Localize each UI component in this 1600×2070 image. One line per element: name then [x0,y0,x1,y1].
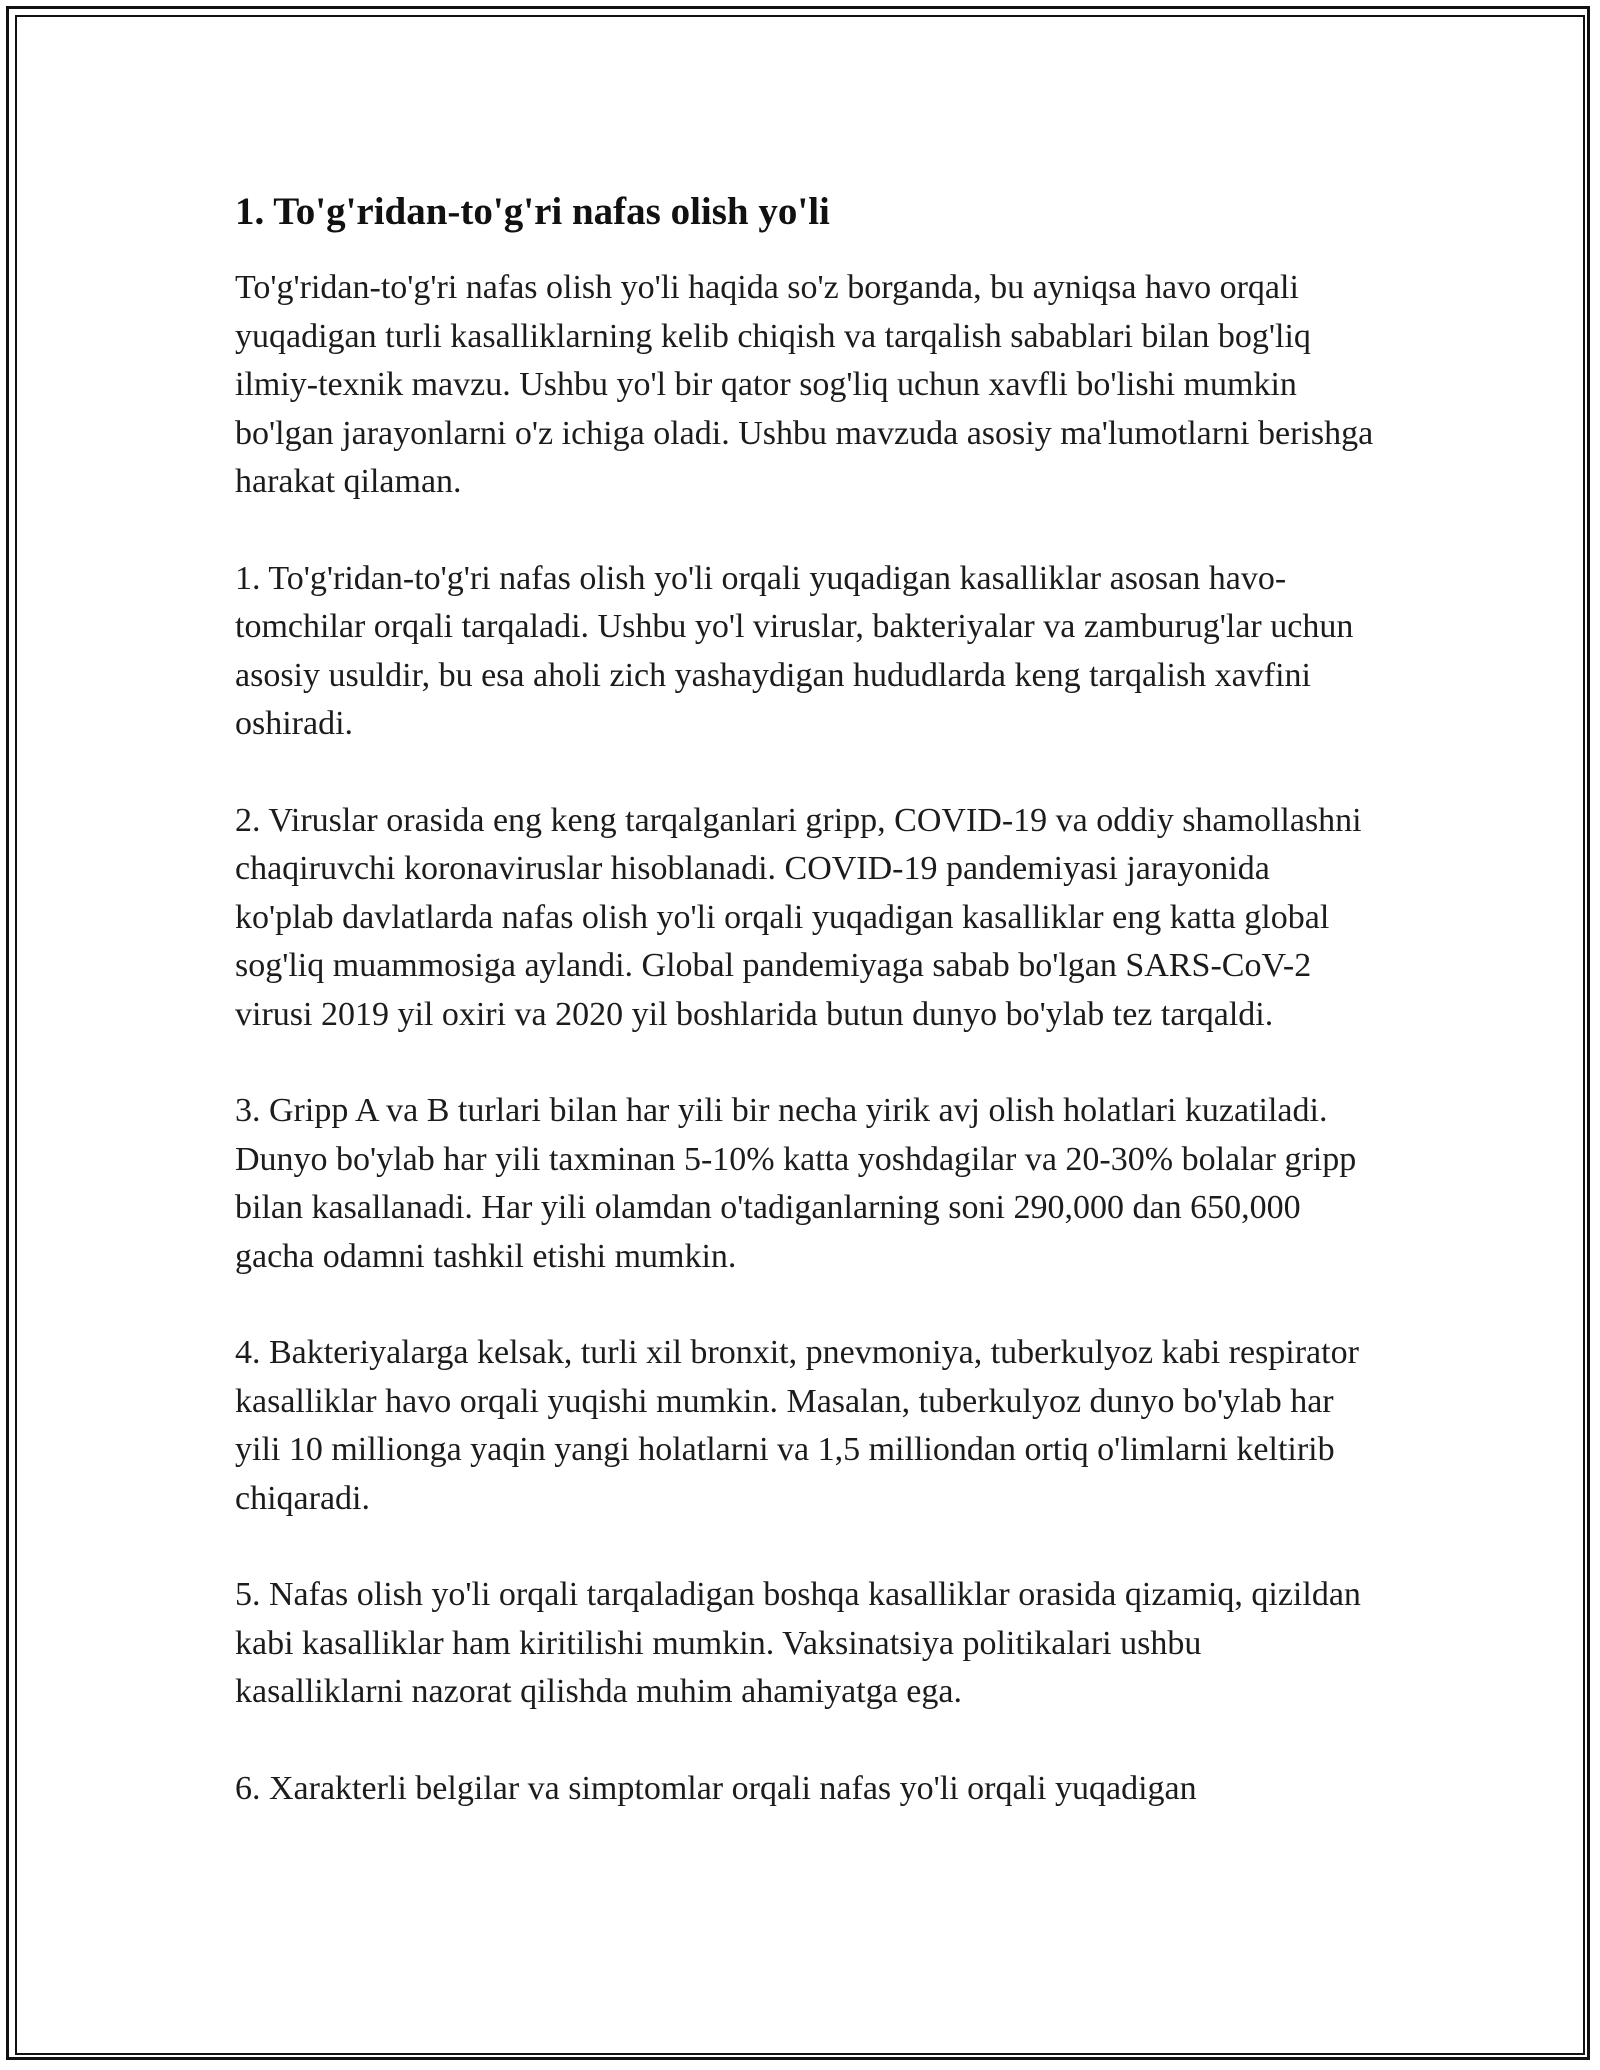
point-2-paragraph: 2. Viruslar orasida eng keng tarqalganlari gripp, COVID-19 va oddiy shamollashni chaqiruvchi koronaviruslar hisoblanadi. COVID-19 pandemiyasi jarayonida ko'plab davlatlarda nafas olish yo'li orqali yuqadigan kasalliklar eng katta global sog'liq muammosiga aylandi. Global pandemiyaga sabab bo'lgan SARS-CoV-2 virusi 2019 yil oxiri va 2020 yil boshlarida butun dunyo bo'ylab tez tarqaldi. [235,801,1362,1033]
point-3-paragraph: 3. Gripp A va B turlari bilan har yili bir necha yirik avj olish holatlari kuzatiladi. Dunyo bo'ylab har yili taxminan 5-10% katta yoshdagilar va 20-30% bolalar gripp bilan kasallanadi. Har yili olamdan o'tadiganlarning soni 290,000 dan 650,000 gacha odamni tashkil etishi mumkin. [235,1092,1357,1275]
section-title: 1. To'g'ridan-to'g'ri nafas olish yo'li [235,190,830,233]
point-6-paragraph: 6. Xarakterli belgilar va simptomlar orqali nafas yo'li orqali yuqadigan [235,1769,1197,1807]
document-body [235,186,1375,1861]
point-5-paragraph: 5. Nafas olish yo'li orqali tarqaladigan boshqa kasalliklar orasida qizamiq, qizildan kabi kasalliklar ham kiritilishi mumkin. Vaksinatsiya politikalari ushbu kasalliklarni nazorat qilishda muhim ahamiyatga ega. [235,1576,1361,1710]
intro-paragraph: To'g'ridan-to'g'ri nafas olish yo'li haqida so'z borganda, bu ayniqsa havo orqali yuqadigan turli kasalliklarning kelib chiqish va tarqalish sabablari bilan bog'liq ilmiy-texnik mavzu. Ushbu yo'l bir qator sog'liq uchun xavfli bo'lishi mumkin bo'lgan jarayonlarni o'z ichiga oladi. Ushbu mavzuda asosiy ma'lumotlarni berishga harakat qilaman. [235,269,1374,500]
point-4-paragraph: 4. Bakteriyalarga kelsak, turli xil bronxit, pnevmoniya, tuberkulyoz kabi respirator kasalliklar havo orqali yuqishi mumkin. Masalan, tuberkulyoz dunyo bo'ylab har yili 10 millionga yaqin yangi holatlarni va 1,5 milliondan ortiq o'limlarni keltirib chiqaradi. [235,1334,1359,1517]
point-1-paragraph: 1. To'g'ridan-to'g'ri nafas olish yo'li orqali yuqadigan kasalliklar asosan havo-tomchilar orqali tarqaladi. Ushbu yo'l viruslar, bakteriyalar va zamburug'lar uchun asosiy usuldir, bu esa aholi zich yashaydigan hududlarda keng tarqalish xavfini oshiradi. [235,559,1354,742]
